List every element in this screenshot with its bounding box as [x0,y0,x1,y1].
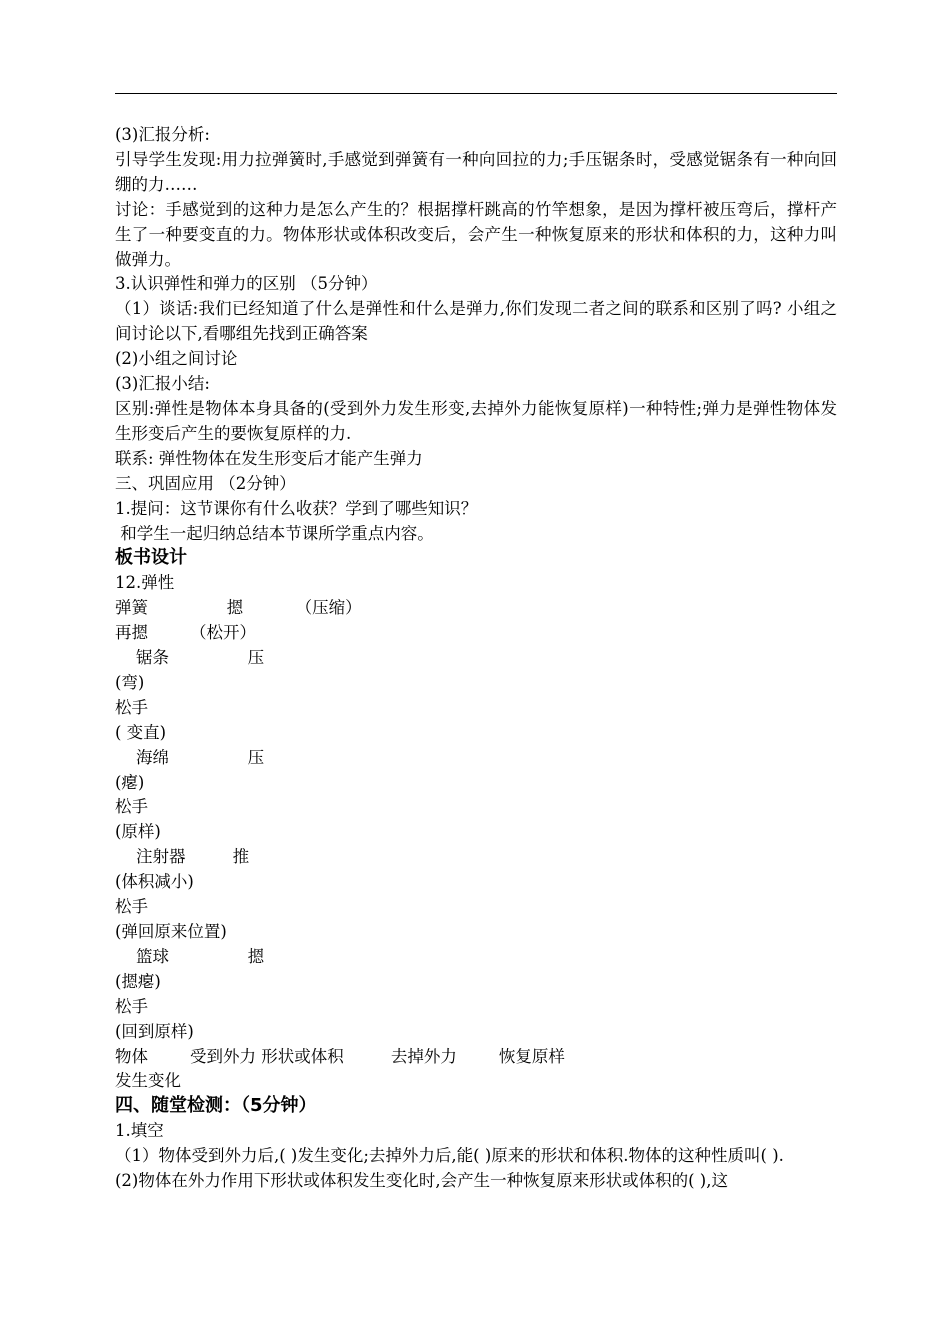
header-rule [115,93,837,94]
board-line: 锯条 压 [115,648,265,668]
board-line: (弯) [115,672,145,692]
text-line: (3)汇报小结: [115,374,210,394]
text-line: (3)汇报分析: [115,125,210,144]
text-line: 区别:弹性是物体本身具备的(受到外力发生形变,去掉外力能恢复原样)一种特性;弹力是弹性物体发生形变后产生的要恢复原样的力. [115,398,837,443]
board-line: 12.弹性 [115,573,175,593]
board-line: ( 变直) [115,722,167,742]
board-line: (瘪) [115,772,145,792]
text-line: 讨论：手感觉到的这种力是怎么产生的？根据撑杆跳高的竹竿想象，是因为撑杆被压弯后，撑杆产生了一种要变直的力。物体形状或体积改变后，会产生一种恢复原来的形状和体积的力，这种力叫做弹力。 [115,199,837,269]
section-heading: 板书设计 [115,547,187,569]
document-body [115,123,837,1194]
text-line: (2)物体在外力作用下形状或体积发生变化时,会产生一种恢复原来形状或体积的( ),这 [115,1171,728,1191]
board-line: (摁瘪) [115,971,161,991]
board-line: (弹回原来位置) [115,922,227,941]
board-line: 篮球 摁 [115,946,265,966]
board-line: 松手 [115,797,148,817]
text-line: 和学生一起归纳总结本节课所学重点内容。 [115,523,434,543]
text-line: (2)小组之间讨论 [115,349,238,369]
board-line: (回到原样) [115,1021,194,1041]
text-line: 引导学生发现:用力拉弹簧时,手感觉到弹簧有一种向回拉的力;手压锯条时，受感觉锯条有一种向回绷的力…… [115,149,837,194]
section-heading: 四、随堂检测：（5分钟） [115,1095,317,1117]
text-line: 3.认识弹性和弹力的区别 （5分钟） [115,274,378,294]
board-line: (体积减小) [115,872,194,892]
text-line: （1）物体受到外力后,( )发生变化;去掉外力后,能( )原来的形状和体积.物体的这种性质叫( ). [115,1146,784,1166]
text-line: 联系: 弹性物体在发生形变后才能产生弹力 [115,448,423,468]
board-line: 注射器 推 [115,847,250,867]
section-heading: 三、巩固应用 （2分钟） [115,473,296,493]
text-line: 1.填空 [115,1121,164,1141]
board-line: 物体 受到外力 形状或体积 去掉外力 恢复原样 [115,1046,565,1066]
board-line: (原样) [115,822,161,842]
board-line: 海绵 压 [115,747,265,767]
board-line: 松手 [115,697,148,717]
board-line: 弹簧 摁 （压缩） [115,598,362,618]
board-line: 发生变化 [115,1071,181,1091]
board-line: 再摁 （松开） [115,623,256,643]
text-line: （1）谈话:我们已经知道了什么是弹性和什么是弹力,你们发现二者之间的联系和区别了吗? 小组之间讨论以下,看哪组先找到正确答案 [115,299,837,344]
board-line: 松手 [115,996,148,1016]
text-line: 1.提问：这节课你有什么收获？学到了哪些知识？ [115,498,478,518]
board-line: 松手 [115,897,148,917]
